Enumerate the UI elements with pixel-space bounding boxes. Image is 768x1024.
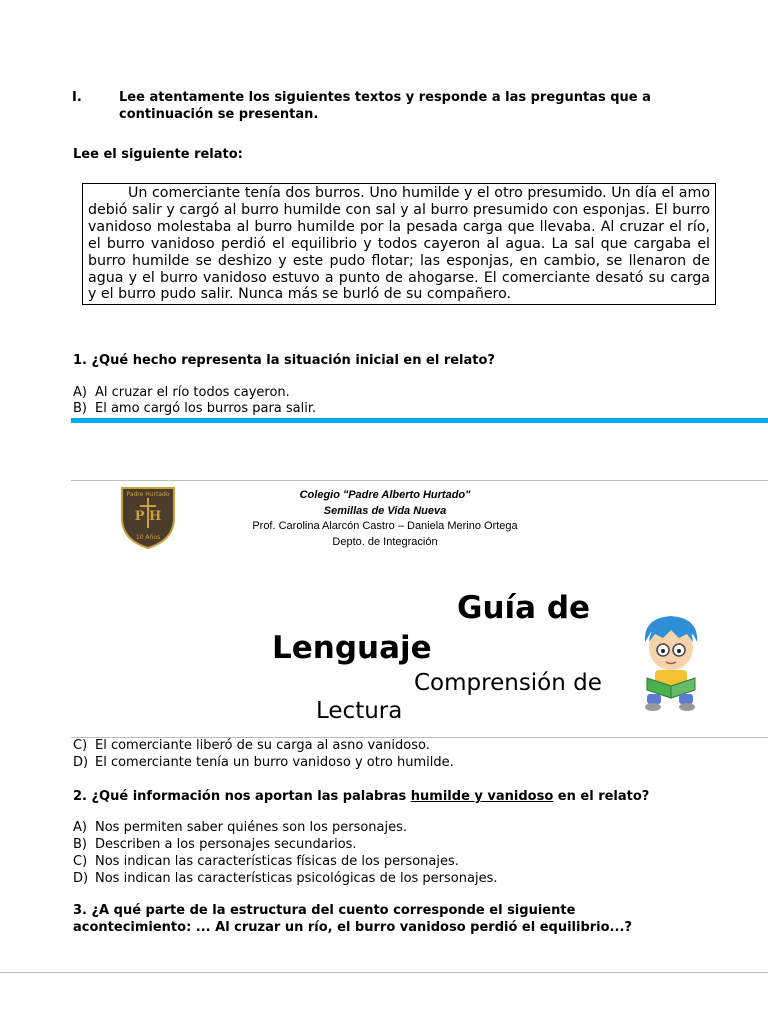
page-bottom-rule — [0, 972, 768, 973]
subtitle-line-1: Comprensión de — [414, 670, 602, 696]
school-name: Colegio "Padre Alberto Hurtado" — [299, 489, 471, 501]
teachers: Prof. Carolina Alarcón Castro – Daniela Merino Ortega — [252, 520, 518, 532]
question-3-line-2: acontecimiento: ... Al cruzar un río, el burro vanidoso perdió el equilibrio...? — [73, 920, 632, 935]
logo-text-top: Padre Hurtado — [126, 491, 170, 498]
header-top-rule — [71, 480, 768, 481]
instruction-text: Lee atentamente los siguientes textos y responde a las preguntas que a continuación se presentan. — [119, 90, 651, 122]
logo-letters: P H — [134, 509, 162, 524]
title-line-2: Lenguaje — [272, 630, 432, 666]
q2-option-c[interactable]: C) Nos indican las características físicas de los personajes. — [73, 854, 459, 869]
q1-option-b[interactable]: B) El amo cargó los burros para salir. — [73, 401, 317, 416]
subtitle-line-2: Lectura — [316, 698, 403, 724]
story-box: Un comerciante tenía dos burros. Uno humilde y el otro presumido. Un día el amo debió salir y cargó al burro humilde con sal y al burro presumido con esponjas. El burro vanidoso molestaba al burro humilde por la pesada carga que llevaba. Al cruzar el río, el burro vanidoso perdió el equilibrio y todos cayeron al agua. La sal que cargaba el burro humilde se deshizo y este pudo flotar; las esponjas, en cambio, se llenaron de agua y el burro vanidoso estuvo a punto de ahogarse. El comerciante desató su carga y el burro pudo salir. Nunca más se burló de su compañero. — [82, 183, 716, 305]
question-3-line-1: 3. ¿A qué parte de la estructura del cuento corresponde el siguiente — [73, 903, 576, 918]
q2-option-a[interactable]: A) Nos permiten saber quiénes son los personajes. — [73, 820, 408, 835]
q1-option-c[interactable]: C) El comerciante liberó de su carga al asno vanidoso. — [73, 738, 430, 753]
question-2: 2. ¿Qué información nos aportan las palabras humilde y vanidoso en el relato? — [73, 789, 650, 804]
q1-option-a[interactable]: A) Al cruzar el río todos cayeron. — [73, 385, 290, 400]
q1-option-d[interactable]: D) El comerciante tenía un burro vanidoso y otro humilde. — [73, 755, 454, 770]
department: Depto. de Integración — [332, 536, 438, 548]
relato-label: Lee el siguiente relato: — [73, 147, 243, 162]
school-logo — [118, 482, 178, 550]
blue-divider — [71, 418, 768, 423]
underlined-words: humilde y vanidoso — [410, 789, 554, 804]
instruction-number: I. — [72, 90, 82, 105]
question-1: 1. ¿Qué hecho representa la situación inicial en el relato? — [73, 353, 495, 368]
title-line-1: Guía de — [457, 590, 591, 626]
q2-option-b[interactable]: B) Describen a los personajes secundarios. — [73, 837, 357, 852]
q2-option-d[interactable]: D) Nos indican las características psicológicas de los personajes. — [73, 871, 498, 886]
school-motto: Semillas de Vida Nueva — [323, 505, 447, 517]
logo-text-bottom: 10 Años — [135, 534, 161, 541]
reading-child-illustration — [633, 612, 708, 712]
